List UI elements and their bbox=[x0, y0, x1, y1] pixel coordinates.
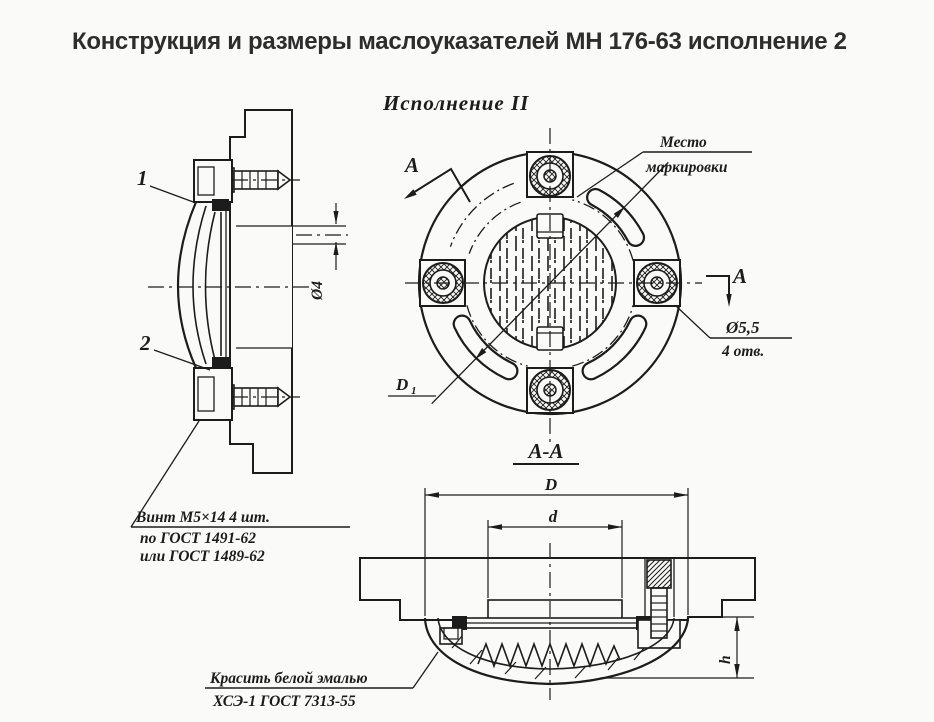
marking-note-line2: маркировки bbox=[646, 159, 728, 176]
glass-recess bbox=[488, 600, 622, 620]
section-letter-left: A bbox=[405, 153, 420, 177]
section-label: A-A bbox=[528, 439, 564, 463]
dim-h-label: h bbox=[717, 655, 734, 664]
screw-note-line1: Винт М5×14 4 шт. bbox=[136, 509, 270, 526]
bolt-circle-sub: 1 bbox=[411, 385, 417, 397]
section-view bbox=[205, 439, 755, 710]
holes-note-dia: Ø5,5 bbox=[726, 318, 760, 337]
holes-note-count: 4 отв. bbox=[722, 343, 765, 360]
paint-note bbox=[205, 652, 438, 710]
marking-note-line1: Место bbox=[660, 134, 707, 151]
dim-D bbox=[425, 475, 688, 616]
front-view bbox=[382, 91, 792, 442]
bolt-head bbox=[647, 560, 671, 588]
marking-note-leader bbox=[577, 152, 643, 197]
front-view-label: Исполнение II bbox=[383, 91, 530, 115]
callout-1-leader bbox=[150, 186, 196, 203]
screw-note bbox=[131, 421, 350, 565]
paint-note-line2: ХСЭ-1 ГОСТ 7313-55 bbox=[213, 693, 356, 710]
paint-note-line1: Красить белой эмалью bbox=[210, 670, 368, 687]
callout-2-leader bbox=[154, 350, 210, 370]
arc-slot-lower-left bbox=[462, 324, 509, 371]
dim-d-label: d bbox=[548, 507, 558, 526]
section-arrow-right bbox=[706, 264, 747, 307]
page-title: Конструкция и размеры маслоуказателей МН 176-63 исполнение 2 bbox=[72, 28, 847, 55]
gasket-top bbox=[212, 199, 229, 211]
side-view bbox=[131, 110, 350, 565]
callout-2-label: 2 bbox=[140, 331, 151, 355]
bolt-circle-letter: D bbox=[396, 375, 409, 394]
spring-zigzag bbox=[478, 644, 620, 666]
dim-d bbox=[488, 507, 622, 598]
screw-note-line2: по ГОСТ 1491-62 bbox=[140, 530, 256, 547]
hole-dia-dimension bbox=[309, 203, 339, 301]
marking-note bbox=[577, 134, 752, 197]
callout-1-label: 1 bbox=[137, 166, 148, 190]
section-letter-right: A bbox=[733, 264, 748, 288]
section-arrow-left bbox=[403, 153, 470, 202]
paint-note-leader bbox=[413, 652, 438, 688]
dim-D-label: D bbox=[544, 475, 558, 494]
gasket-bottom bbox=[212, 357, 229, 369]
screw-note-line3: или ГОСТ 1489-62 bbox=[140, 548, 265, 565]
holes-note bbox=[676, 306, 792, 360]
arc-slot-upper-right bbox=[596, 197, 636, 237]
arc-slot-lower-right bbox=[591, 324, 638, 371]
fastening-bolt bbox=[638, 558, 680, 648]
holes-note-leader bbox=[676, 306, 710, 338]
hole-dia-label: Ø4 bbox=[309, 281, 326, 300]
